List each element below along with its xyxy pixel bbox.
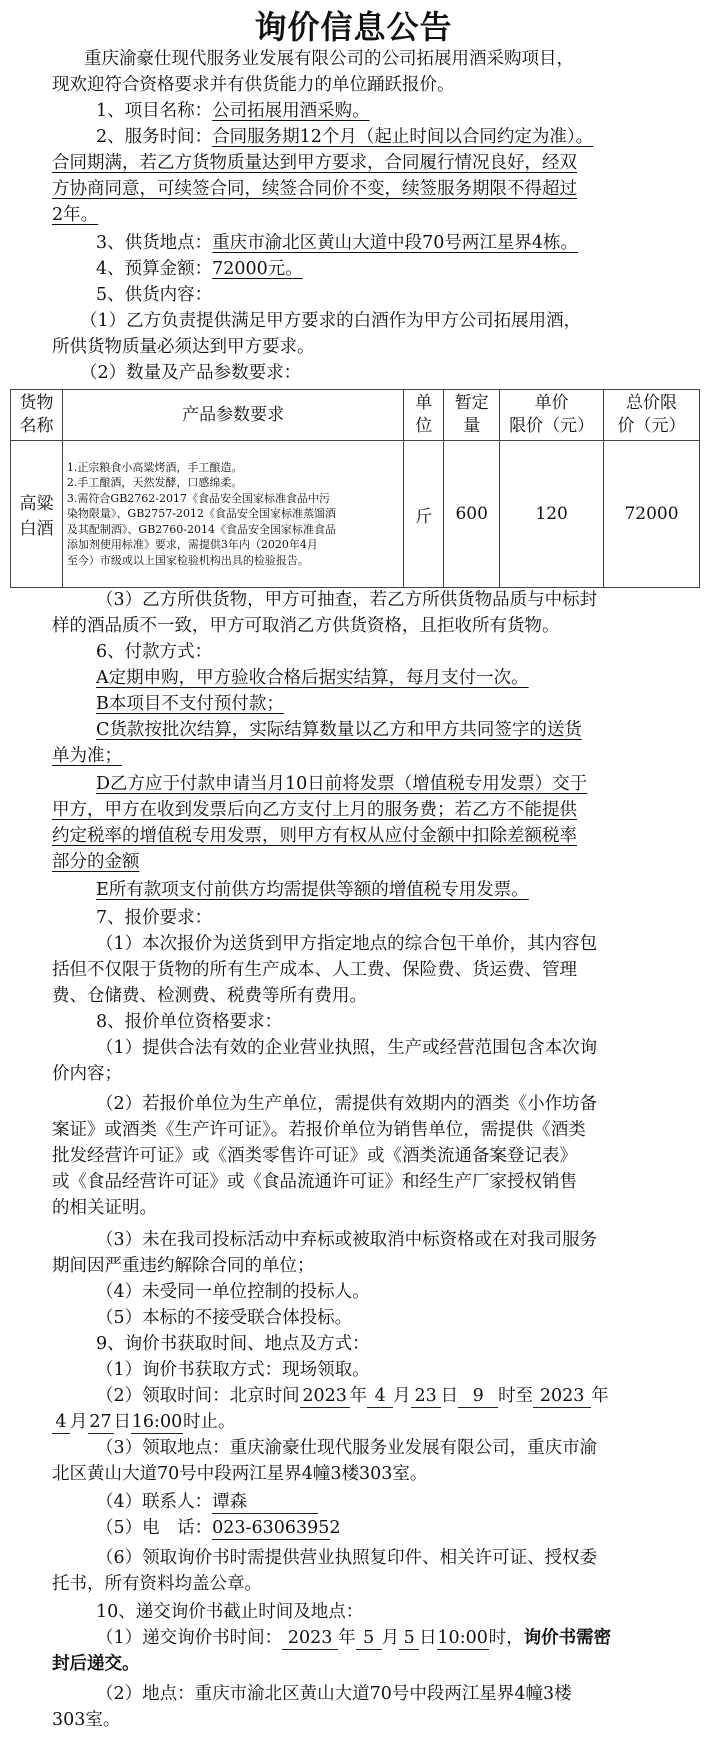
qualification-line: 案证》或酒类《生产许可证》。若报价单位为销售单位，需提供《酒类 — [52, 1120, 586, 1140]
qualification-line: （2）若报价单位为生产单位，需提供有效期内的酒类《小作坊备 — [96, 1094, 598, 1114]
obtain-label: 9、询价书获取时间、地点及方式： — [96, 1334, 370, 1354]
phone-row: （5）电 话：023-63063952 — [96, 1518, 341, 1538]
cell-unit: 斤 — [404, 441, 444, 588]
qualification-line: 期间因严重违约解除合同的单位； — [52, 1256, 315, 1276]
submit-day: 5 — [399, 1627, 419, 1650]
intro-line: 现欢迎符合资格要求并有供货能力的单位踊跃报价。 — [52, 75, 455, 95]
start-month: 4 — [367, 1385, 393, 1408]
qualification-line: （4）未受同一单位控制的投标人。 — [96, 1282, 370, 1302]
contact-row: （4）联系人：谭森 — [12, 1489, 707, 1515]
submit-time-row: （1）递交询价书时间： 2023 年 5 月 5 日10:00时，询价书需密 — [96, 1628, 612, 1648]
qualification-label: 8、报价单位资格要求： — [96, 1012, 283, 1032]
service-time-line: 2年。 — [52, 205, 99, 225]
payment-item-b: B本项目不支付预付款； — [96, 694, 284, 714]
header-total-price: 总价限 价（元） — [604, 390, 700, 441]
page-title: 询价信息公告 — [254, 8, 453, 46]
qualification-line: （3）未在我司投标活动中弃标或被取消中标资格或在对我司服务 — [96, 1230, 598, 1250]
end-year: 2023 — [533, 1385, 591, 1408]
service-time-row — [12, 124, 707, 150]
payment-item-c: C货款按批次结算，实际结算数量以乙方和甲方共同签字的送货 — [96, 720, 582, 740]
payment-item-d: 甲方，甲方在收到发票后向乙方支付上月的服务费；若乙方不能提供 — [52, 800, 577, 820]
submit-year: 2023 — [282, 1627, 338, 1650]
obtain-docs-line: （6）领取询价书时需提供营业执照复印件、相关许可证、授权委 — [96, 1548, 598, 1568]
obtain-docs-line: 托书，所有资料均盖公章。 — [52, 1574, 262, 1594]
payment-item-d: 部分的金额 — [52, 852, 140, 872]
quote-req-line: 费、仓储费、检测费、税费等所有费用。 — [52, 986, 367, 1006]
project-name-label: 1、项目名称： — [96, 101, 213, 121]
obtain-place-line: 北区黄山大道70号中段两江星界4幢3楼303室。 — [52, 1464, 428, 1484]
qualification-line: （5）本标的不接受联合体投标。 — [96, 1308, 353, 1328]
qualification-line: 的相关证明。 — [52, 1198, 157, 1218]
header-spec: 产品参数要求 — [62, 390, 403, 441]
cell-spec: 1.正宗粮食小高粱烤酒，手工酿造。 2.手工酿酒，天然发酵，口感绵柔。 3.需符合GB2762-2017《食品安全国家标准食品中污 染物限量》、GB2757-2012《食品安全国家标准蒸馏酒 及其配制酒》、GB2760-2014《食品安全国家标准食品 添加剂使用标准》要求，需提供3年内（2020年4月 至今）市级或以上国家检验机构出具的检验报告。 — [62, 441, 403, 588]
delivery-place-row — [12, 230, 707, 256]
cell-total-price: 72000 — [604, 441, 700, 588]
header-unit-price: 单价 限价（元） — [500, 390, 604, 441]
supply-content-label: 5、供货内容： — [96, 285, 213, 305]
cell-goods-name: 高粱 白酒 — [11, 441, 63, 588]
product-spec-table — [10, 389, 700, 588]
table-row — [11, 441, 700, 588]
qualification-line: 价内容； — [52, 1064, 122, 1084]
submit-place-line: 303室。 — [52, 1710, 121, 1730]
payment-label: 6、付款方式： — [96, 642, 213, 662]
qualification-line: 或《食品经营许可证》或《食品流通许可证》和经生产厂家授权销售 — [52, 1172, 577, 1192]
contact-phone: 023-63063952 — [212, 1518, 341, 1538]
cell-unit-price: 120 — [500, 441, 604, 588]
project-name-row — [12, 98, 707, 124]
payment-item-a: A定期申购，甲方验收合格后据实结算，每月支付一次。 — [96, 668, 529, 688]
table-header-row — [11, 390, 700, 441]
service-time-line: 方协商同意，可续签合同，续签合同价不变，续签服务期限不得超过 — [52, 179, 577, 199]
obtain-place-line: （3）领取地点：重庆渝豪仕现代服务业发展有限公司，重庆市渝 — [96, 1438, 598, 1458]
header-unit: 单 位 — [404, 390, 444, 441]
end-month: 4 — [52, 1411, 70, 1434]
end-day: 27 — [89, 1412, 112, 1432]
cell-qty: 600 — [444, 441, 500, 588]
end-time: 16:00 — [131, 1412, 183, 1432]
qualification-line: （1）提供合法有效的企业营业执照，生产或经营范围包含本次询 — [96, 1038, 598, 1058]
budget-value: 72000元。 — [212, 259, 303, 279]
quote-req-label: 7、报价要求： — [96, 908, 213, 928]
start-year: 2023 — [300, 1385, 350, 1408]
sealed-notice: 封后递交。 — [52, 1654, 140, 1674]
supply-content-line: 所供货物质量必须达到甲方要求。 — [52, 337, 315, 357]
obtain-method: （1）询价书获取方式：现场领取。 — [96, 1360, 370, 1380]
sealed-notice: 询价书需密 — [523, 1628, 612, 1648]
supply-content-line: （1）乙方负责提供满足甲方要求的白酒作为甲方公司拓展用酒， — [80, 311, 582, 331]
quote-req-line: 括但不仅限于货物的所有生产成本、人工费、保险费、货运费、管理 — [52, 960, 577, 980]
intro-line: 重庆渝豪仕现代服务业发展有限公司的公司拓展用酒采购项目， — [84, 49, 574, 69]
service-time-label: 2、服务时间： — [96, 127, 213, 147]
start-day: 23 — [411, 1385, 441, 1408]
project-name-value: 公司拓展用酒采购。 — [212, 101, 370, 121]
delivery-place-label: 3、供货地点： — [96, 233, 213, 253]
delivery-place-value: 重庆市渝北区黄山大道中段70号两江星界4栋。 — [212, 233, 579, 253]
submit-time: 10:00 — [437, 1628, 488, 1648]
header-goods-name: 货物 名称 — [11, 390, 63, 441]
submit-month: 5 — [356, 1627, 382, 1650]
start-hour: 9 — [458, 1385, 498, 1408]
payment-item-d: 约定税率的增值税专用发票，则甲方有权从应付金额中扣除差额税率 — [52, 826, 577, 846]
payment-item-c: 单为准； — [52, 746, 122, 766]
header-qty: 暂定 量 — [444, 390, 500, 441]
supply-content-line: （2）数量及产品参数要求： — [80, 363, 302, 383]
payment-item-d: D乙方应于付款申请当月10日前将发票（增值税专用发票）交于 — [96, 774, 588, 794]
inspection-line: 样的酒品质不一致，甲方可取消乙方供货资格，且拒收所有货物。 — [52, 616, 560, 636]
submit-place-line: （2）地点：重庆市渝北区黄山大道70号中段两江星界4幢3楼 — [96, 1684, 572, 1704]
contact-person: 谭森 — [212, 1491, 318, 1514]
service-time-value: 合同服务期12个月（起止时间以合同约定为准）。 — [212, 127, 594, 147]
budget-label: 4、预算金额： — [96, 259, 213, 279]
qualification-line: 批发经营许可证》或《酒类零售许可证》或《酒类流通备案登记表》 — [52, 1146, 577, 1166]
inspection-line: （3）乙方所供货物，甲方可抽查，若乙方所供货物品质与中标封 — [96, 590, 598, 610]
obtain-time-row-2: 4 月 27 日16:00时止。 — [12, 1409, 707, 1435]
budget-row — [12, 256, 707, 282]
quote-req-line: （1）本次报价为送货到甲方指定地点的综合包干单价，其内容包 — [96, 934, 598, 954]
submit-label: 10、递交询价书截止时间及地点： — [96, 1602, 364, 1622]
service-time-line: 合同期满，若乙方货物质量达到甲方要求，合同履行情况良好，经双 — [52, 153, 577, 173]
payment-item-e: E所有款项支付前供方均需提供等额的增值税专用发票。 — [96, 880, 529, 900]
obtain-time-row: （2）领取时间：北京时间 2023 年 4 月 23 日 9 时至 2023 年 — [96, 1386, 609, 1406]
